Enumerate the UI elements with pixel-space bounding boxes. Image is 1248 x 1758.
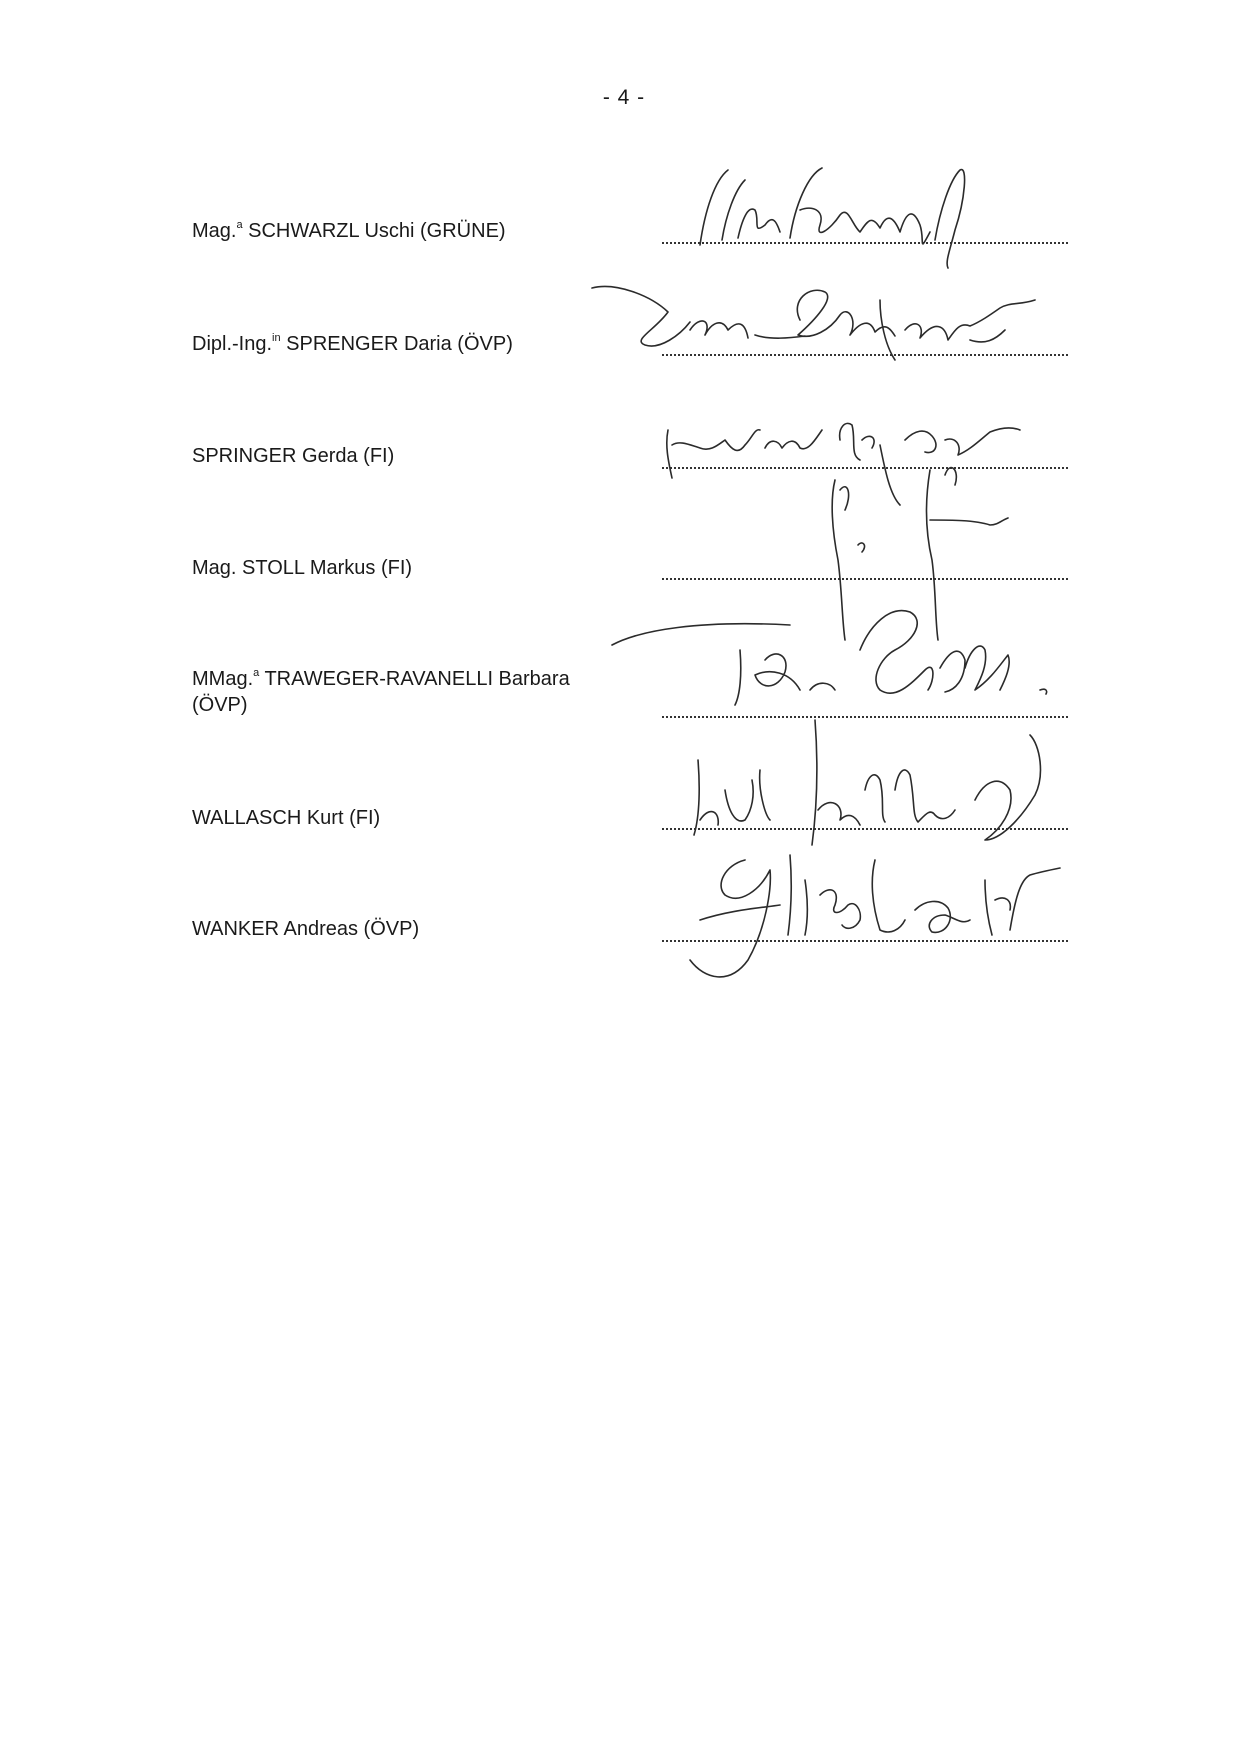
signature-line: [662, 716, 1068, 718]
signer-name-springer: [192, 443, 394, 469]
signature-line: [662, 578, 1068, 580]
signature-springer: [667, 423, 1020, 505]
signature-line: [662, 467, 1068, 469]
name-prefix: Mag.: [192, 220, 237, 242]
name-text: WALLASCH Kurt (FI): [192, 807, 381, 829]
signature-wallasch: [694, 720, 1040, 845]
signature-line: [662, 242, 1068, 244]
signature-line: [662, 940, 1068, 942]
name-text: Mag. STOLL Markus (FI): [192, 557, 413, 579]
name-text: SPRINGER Gerda (FI): [192, 445, 395, 467]
signer-name-wanker: [192, 916, 419, 942]
signature-traweger-ravanelli: [612, 611, 1047, 705]
signature-line: [662, 354, 1068, 356]
signature-sprenger: [592, 287, 1035, 360]
signature-wanker: [690, 855, 1060, 977]
signer-name-traweger-ravanelli: [192, 666, 570, 718]
name-text: SPRENGER Daria (ÖVP): [280, 333, 513, 355]
signer-name-stoll: [192, 555, 412, 581]
prefix-superscript: a: [253, 667, 260, 679]
page-number: - 4 -: [602, 86, 646, 109]
signer-name-sprenger: [192, 331, 513, 357]
prefix-superscript: in: [272, 332, 281, 344]
name-text-line2: (ÖVP): [192, 694, 248, 716]
signer-name-wallasch: [192, 805, 380, 831]
name-prefix: Dipl.-Ing.: [192, 333, 273, 355]
signer-name-schwarzl: [192, 218, 506, 244]
name-text: TRAWEGER-RAVANELLI Barbara: [259, 668, 570, 690]
name-text: SCHWARZL Uschi (GRÜNE): [242, 220, 506, 242]
signature-schwarzl: [700, 168, 965, 268]
name-text: WANKER Andreas (ÖVP): [192, 918, 420, 940]
name-prefix: MMag.: [192, 668, 254, 690]
prefix-superscript: a: [236, 219, 243, 231]
signature-stoll: [832, 468, 1008, 640]
signature-line: [662, 828, 1068, 830]
